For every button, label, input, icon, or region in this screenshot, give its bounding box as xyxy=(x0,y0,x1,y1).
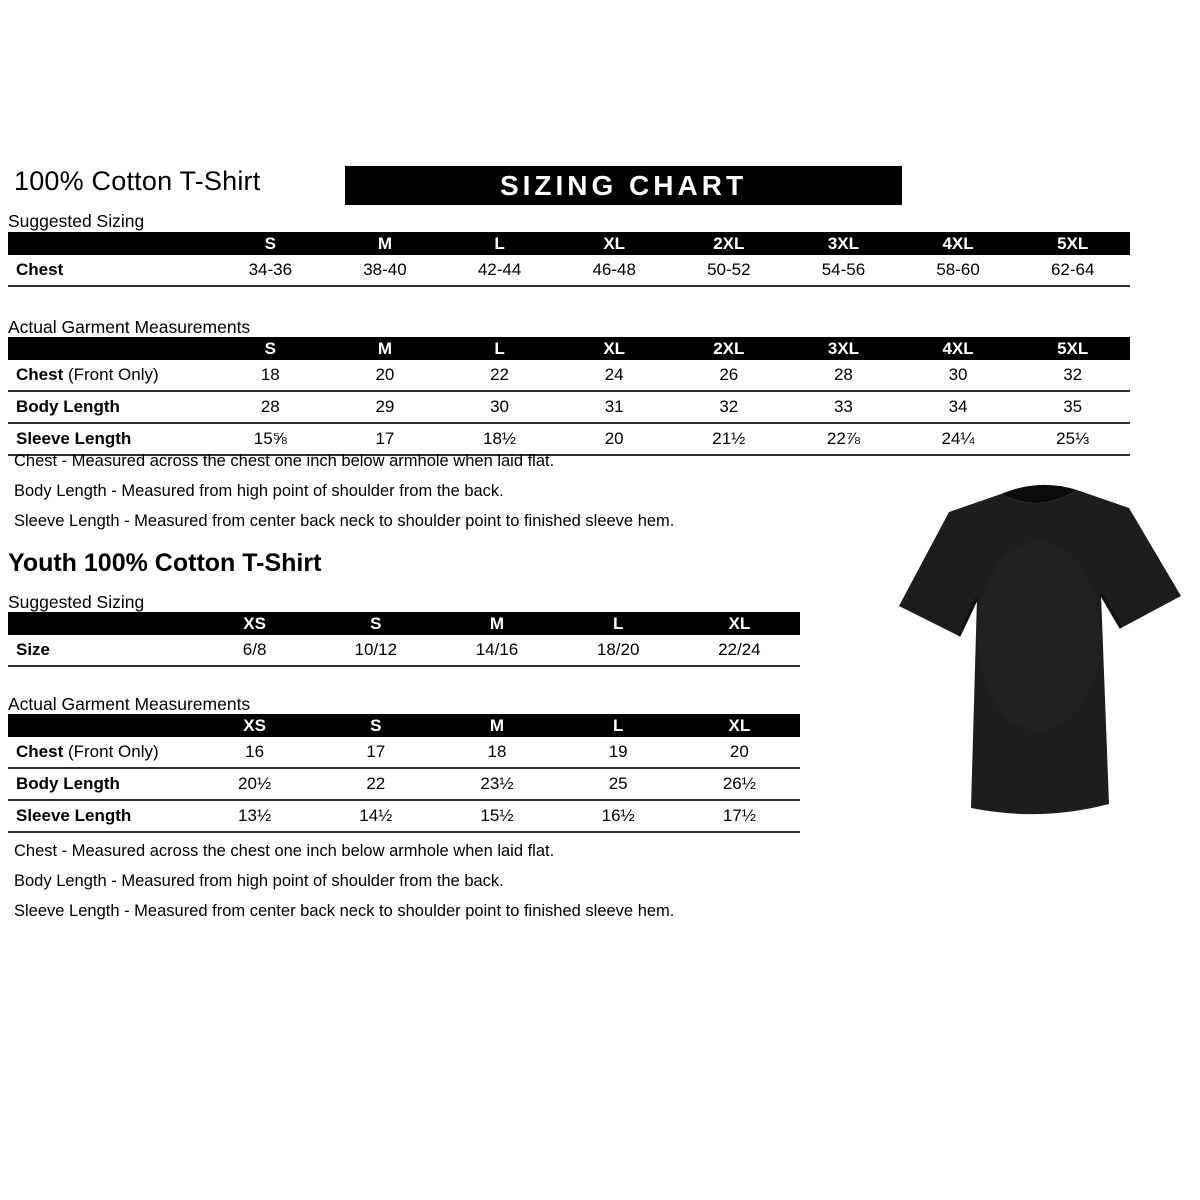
size-header-row xyxy=(8,232,1130,255)
measurement-cell: 19 xyxy=(558,737,679,768)
measurement-cell: 42-44 xyxy=(442,255,557,286)
tshirt-product-image xyxy=(893,476,1188,834)
note-sleeve-length: Sleeve Length - Measured from center back neck to shoulder point to finished sleeve hem. xyxy=(14,512,675,530)
measurement-cell: 50-52 xyxy=(672,255,787,286)
sizing-chart-banner: SIZING CHART xyxy=(345,166,902,205)
measurement-cell: 15½ xyxy=(436,800,557,832)
row-label: Sleeve Length xyxy=(8,423,213,455)
note-body-length: Body Length - Measured from high point of shoulder from the back. xyxy=(14,482,504,500)
size-column-header: M xyxy=(436,714,557,737)
adult-suggested-sizing-table xyxy=(8,232,1130,287)
measurement-cell: 18/20 xyxy=(558,635,679,666)
note-chest: Chest - Measured across the chest one inch below armhole when laid flat. xyxy=(14,842,555,860)
measurement-cell: 22 xyxy=(315,768,436,800)
measurement-cell: 32 xyxy=(1015,360,1130,391)
measurement-cell: 54-56 xyxy=(786,255,901,286)
measurement-row xyxy=(8,635,800,666)
measurement-cell: 16 xyxy=(194,737,315,768)
measurement-cell: 25⅓ xyxy=(1015,423,1130,455)
measurement-cell: 34-36 xyxy=(213,255,328,286)
measurement-cell: 24¼ xyxy=(901,423,1016,455)
size-column-header: XL xyxy=(557,232,672,255)
measurement-cell: 22 xyxy=(442,360,557,391)
measurement-cell: 17½ xyxy=(679,800,800,832)
size-column-header: 4XL xyxy=(901,337,1016,360)
size-column-header: 3XL xyxy=(786,232,901,255)
measurement-row xyxy=(8,391,1130,423)
measurement-cell: 14½ xyxy=(315,800,436,832)
measurement-cell: 16½ xyxy=(558,800,679,832)
measurement-cell: 28 xyxy=(786,360,901,391)
size-column-header: 5XL xyxy=(1015,337,1130,360)
measurement-cell: 22⅞ xyxy=(786,423,901,455)
measurement-cell: 31 xyxy=(557,391,672,423)
measurement-cell: 17 xyxy=(328,423,443,455)
size-header-row xyxy=(8,337,1130,360)
measurement-cell: 58-60 xyxy=(901,255,1016,286)
adult-suggested-sizing-label: Suggested Sizing xyxy=(8,211,145,231)
row-label: Chest (Front Only) xyxy=(8,360,213,391)
note-chest: Chest - Measured across the chest one inch below armhole when laid flat. xyxy=(14,452,555,470)
header-spacer-cell xyxy=(8,612,194,635)
youth-measurement-notes xyxy=(14,842,674,932)
measurement-cell: 22/24 xyxy=(679,635,800,666)
header-spacer-cell xyxy=(8,337,213,360)
size-column-header: XS xyxy=(194,714,315,737)
size-column-header: 5XL xyxy=(1015,232,1130,255)
measurement-cell: 29 xyxy=(328,391,443,423)
youth-actual-measurements-table xyxy=(8,714,800,833)
measurement-cell: 30 xyxy=(442,391,557,423)
note-sleeve-length: Sleeve Length - Measured from center back neck to shoulder point to finished sleeve hem. xyxy=(14,902,675,920)
size-column-header: L xyxy=(442,232,557,255)
row-label: Body Length xyxy=(8,391,213,423)
measurement-cell: 32 xyxy=(672,391,787,423)
size-column-header: 2XL xyxy=(672,337,787,360)
measurement-cell: 21½ xyxy=(672,423,787,455)
measurement-cell: 62-64 xyxy=(1015,255,1130,286)
measurement-cell: 35 xyxy=(1015,391,1130,423)
size-column-header: XL xyxy=(679,612,800,635)
size-column-header: S xyxy=(315,714,436,737)
size-column-header: L xyxy=(558,612,679,635)
measurement-cell: 46-48 xyxy=(557,255,672,286)
size-column-header: L xyxy=(442,337,557,360)
measurement-cell: 18½ xyxy=(442,423,557,455)
size-column-header: S xyxy=(213,232,328,255)
header-spacer-cell xyxy=(8,714,194,737)
note-body-length: Body Length - Measured from high point of shoulder from the back. xyxy=(14,872,504,890)
measurement-cell: 18 xyxy=(213,360,328,391)
tshirt-chest-highlight xyxy=(977,541,1101,731)
size-column-header: XS xyxy=(194,612,315,635)
measurement-cell: 6/8 xyxy=(194,635,315,666)
size-column-header: M xyxy=(328,337,443,360)
measurement-cell: 28 xyxy=(213,391,328,423)
measurement-cell: 24 xyxy=(557,360,672,391)
measurement-cell: 15⅝ xyxy=(213,423,328,455)
size-column-header: S xyxy=(315,612,436,635)
youth-section-title: Youth 100% Cotton T-Shirt xyxy=(8,549,322,577)
row-label: Sleeve Length xyxy=(8,800,194,832)
size-column-header: XL xyxy=(679,714,800,737)
row-label: Body Length xyxy=(8,768,194,800)
measurement-cell: 20 xyxy=(557,423,672,455)
size-column-header: 2XL xyxy=(672,232,787,255)
measurement-row xyxy=(8,737,800,768)
measurement-cell: 17 xyxy=(315,737,436,768)
header-spacer-cell xyxy=(8,232,213,255)
youth-actual-measurements-label: Actual Garment Measurements xyxy=(8,694,251,714)
adult-measurement-notes xyxy=(14,452,674,542)
size-header-row xyxy=(8,714,800,737)
measurement-cell: 30 xyxy=(901,360,1016,391)
size-header-row xyxy=(8,612,800,635)
measurement-row xyxy=(8,800,800,832)
size-column-header: M xyxy=(436,612,557,635)
measurement-cell: 18 xyxy=(436,737,557,768)
measurement-cell: 26½ xyxy=(679,768,800,800)
adult-actual-measurements-table xyxy=(8,337,1130,456)
measurement-cell: 34 xyxy=(901,391,1016,423)
measurement-cell: 25 xyxy=(558,768,679,800)
adult-actual-measurements-label: Actual Garment Measurements xyxy=(8,317,251,337)
measurement-cell: 14/16 xyxy=(436,635,557,666)
measurement-cell: 10/12 xyxy=(315,635,436,666)
measurement-cell: 20 xyxy=(328,360,443,391)
measurement-row xyxy=(8,423,1130,455)
measurement-row xyxy=(8,768,800,800)
measurement-cell: 20 xyxy=(679,737,800,768)
size-column-header: 3XL xyxy=(786,337,901,360)
size-column-header: XL xyxy=(557,337,672,360)
row-label: Size xyxy=(8,635,194,666)
size-column-header: 4XL xyxy=(901,232,1016,255)
black-tshirt-icon xyxy=(893,476,1188,834)
youth-suggested-sizing-table xyxy=(8,612,800,667)
row-label: Chest (Front Only) xyxy=(8,737,194,768)
measurement-cell: 23½ xyxy=(436,768,557,800)
measurement-row xyxy=(8,255,1130,286)
size-column-header: S xyxy=(213,337,328,360)
size-column-header: M xyxy=(328,232,443,255)
measurement-cell: 26 xyxy=(672,360,787,391)
measurement-cell: 33 xyxy=(786,391,901,423)
size-column-header: L xyxy=(558,714,679,737)
measurement-cell: 38-40 xyxy=(328,255,443,286)
measurement-cell: 20½ xyxy=(194,768,315,800)
youth-suggested-sizing-label: Suggested Sizing xyxy=(8,592,145,612)
page-title: 100% Cotton T-Shirt xyxy=(14,166,261,196)
measurement-row xyxy=(8,360,1130,391)
measurement-cell: 13½ xyxy=(194,800,315,832)
row-label: Chest xyxy=(8,255,213,286)
